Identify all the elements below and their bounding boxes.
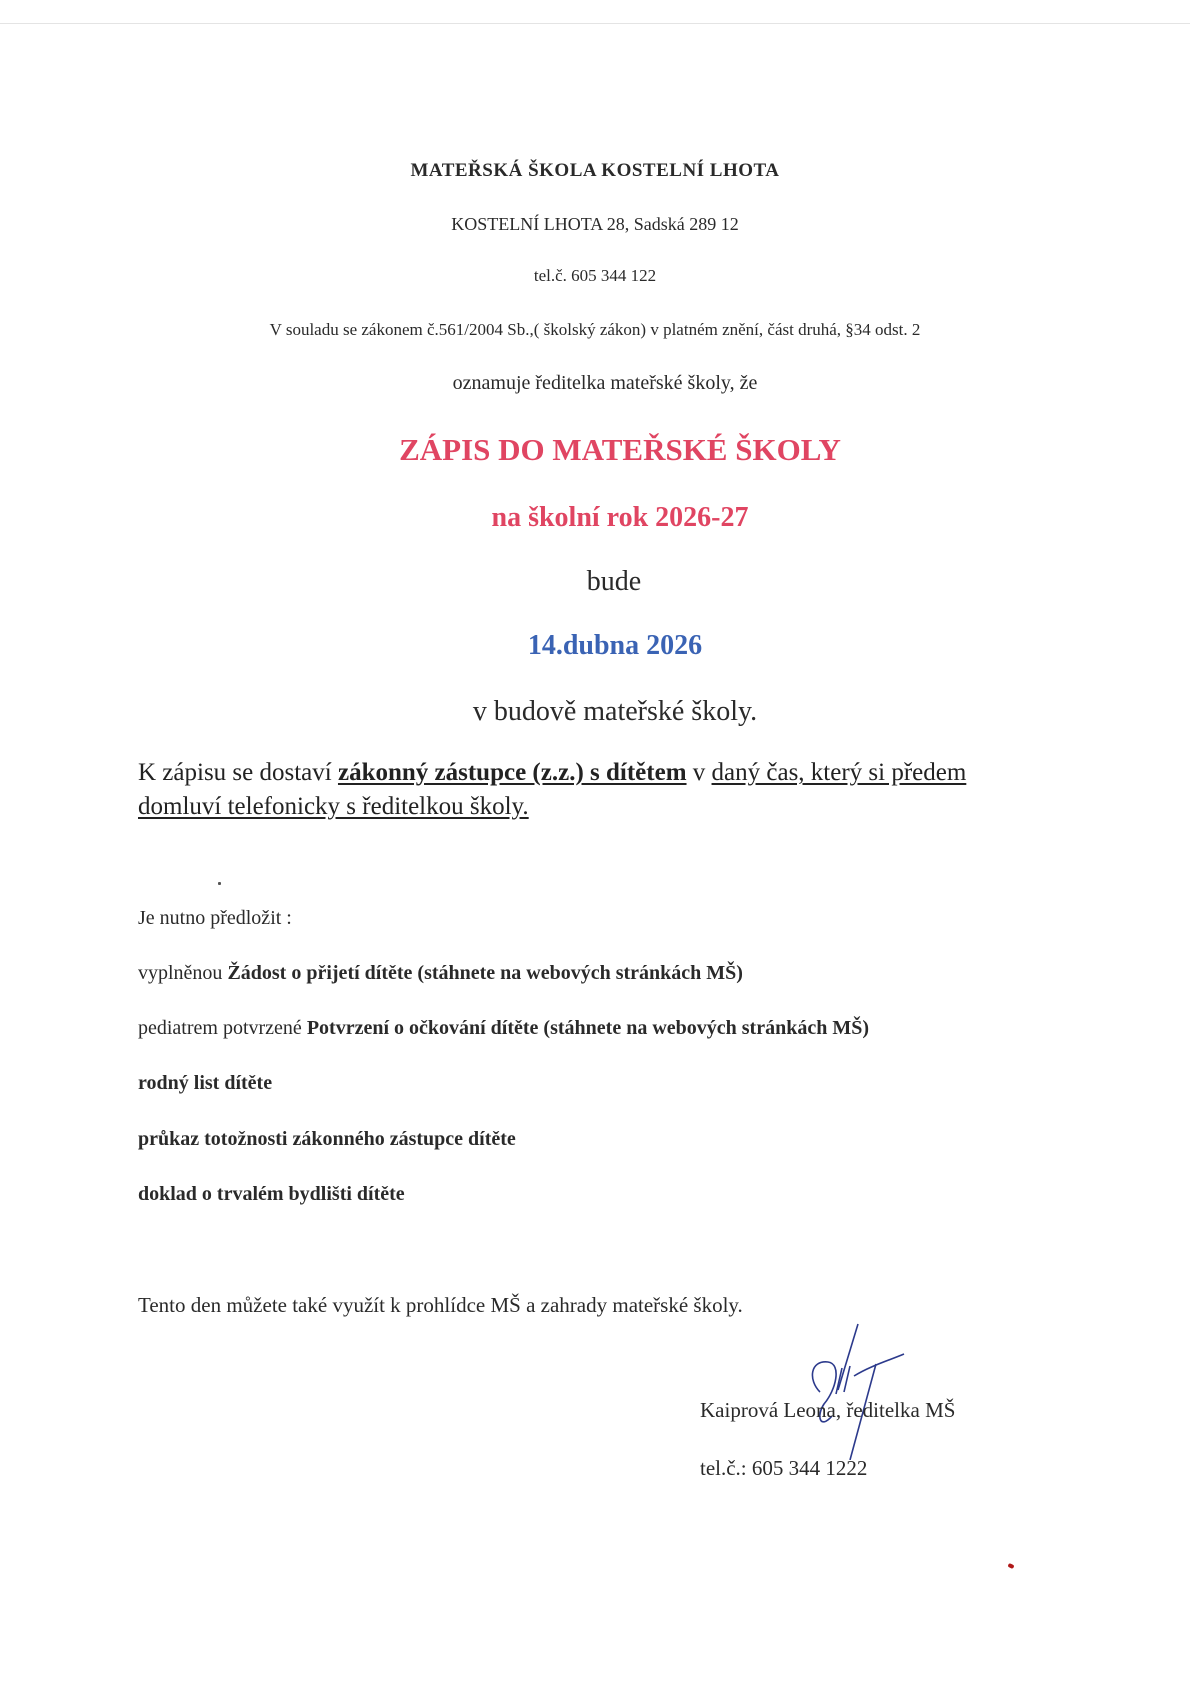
- requirement-application-doc: Žádost o přijetí dítěte (stáhnete na webových stránkách MŠ): [227, 962, 743, 984]
- requirement-residence-proof: doklad o trvalém bydlišti dítěte: [138, 1183, 405, 1205]
- school-name: MATEŘSKÁ ŠKOLA KOSTELNÍ LHOTA: [410, 160, 780, 181]
- signatory-name: Kaiprová Leona, ředitelka MŠ: [700, 1398, 956, 1422]
- enrollment-place: v budově mateřské školy.: [472, 696, 758, 727]
- enrollment-date: 14.dubna 2026: [527, 630, 703, 661]
- requirement-vaccination: [138, 1017, 869, 1040]
- top-border-line: [0, 23, 1190, 24]
- school-address: KOSTELNÍ LHOTA 28, Sadská 289 12: [451, 214, 739, 234]
- visit-note: Tento den můžete také využít k prohlídce MŠ a zahrady mateřské školy.: [138, 1293, 743, 1317]
- attendance-guardian-child: zákonný zástupce (z.z.) s dítětem: [337, 759, 687, 786]
- attendance-text-1: K zápisu se dostaví: [138, 759, 338, 786]
- handwritten-signature: [780, 1320, 920, 1460]
- bude-text: bude: [586, 566, 642, 597]
- attendance-appointment: daný čas, který si předem domluví telefonicky s ředitelkou školy.: [138, 759, 967, 820]
- requirement-birth-certificate: rodný list dítěte: [138, 1072, 273, 1094]
- attendance-paragraph: [138, 756, 1018, 824]
- ink-dot: [1007, 1563, 1014, 1569]
- requirement-application-prefix: vyplněnou: [138, 962, 228, 984]
- stray-mark: [218, 882, 221, 885]
- requirement-vaccination-doc: Potvrzení o očkování dítěte (stáhnete na webových stránkách MŠ): [306, 1017, 869, 1039]
- signatory-phone: tel.č.: 605 344 1222: [700, 1456, 868, 1480]
- school-phone: tel.č. 605 344 122: [533, 266, 657, 285]
- requirement-application: [138, 962, 743, 985]
- enrollment-title: ZÁPIS DO MATEŘSKÉ ŠKOLY: [399, 432, 841, 467]
- announcement-line: oznamuje ředitelka mateřské školy, že: [452, 372, 758, 394]
- requirements-title: Je nutno předložit :: [138, 907, 292, 929]
- school-year: na školní rok 2026-27: [491, 502, 749, 533]
- attendance-text-3: v: [686, 759, 712, 786]
- law-reference: V souladu se zákonem č.561/2004 Sb.,( školský zákon) v platném znění, část druhá, §34 odst. 2: [269, 320, 921, 339]
- requirement-vaccination-prefix: pediatrem potvrzené: [138, 1017, 307, 1039]
- requirement-guardian-id: průkaz totožnosti zákonného zástupce dítěte: [138, 1128, 516, 1150]
